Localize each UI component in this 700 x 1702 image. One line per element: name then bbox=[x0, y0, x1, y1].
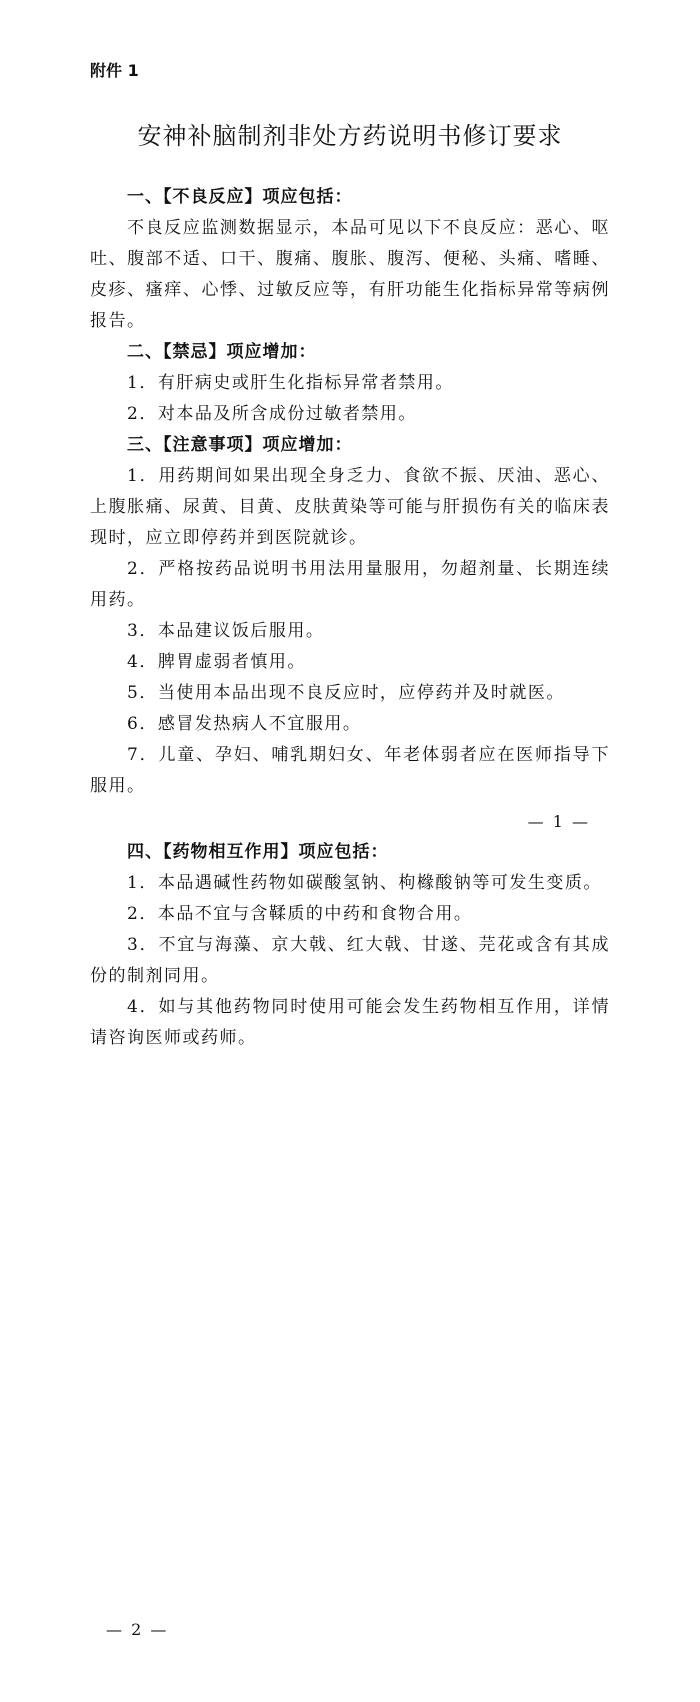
section-contraindications-heading: 二、【禁忌】项应增加： bbox=[127, 342, 317, 362]
precaution-item: 7．儿童、孕妇、哺乳期妇女、年老体弱者应在医师指导下服用。 bbox=[90, 745, 610, 796]
section-adverse-reactions-heading: 一、【不良反应】项应包括： bbox=[127, 187, 353, 207]
precaution-item: 1．用药期间如果出现全身乏力、食欲不振、厌油、恶心、上腹胀痛、尿黄、目黄、皮肤黄染等可能与肝损伤有关的临床表现时，应立即停药并到医院就诊。 bbox=[90, 466, 610, 548]
page-number-1: — 1 — bbox=[527, 812, 590, 831]
interaction-item: 4．如与其他药物同时使用可能会发生药物相互作用，详情请咨询医师或药师。 bbox=[90, 997, 610, 1048]
section-adverse-reactions-text: 不良反应监测数据显示，本品可见以下不良反应：恶心、呕吐、腹部不适、口干、腹痛、腹胀、腹泻、便秘、头痛、嗜睡、皮疹、瘙痒、心悸、过敏反应等，有肝功能生化指标异常等病例报告。 bbox=[90, 218, 610, 331]
precaution-item: 2．严格按药品说明书用法用量服用，勿超剂量、长期连续用药。 bbox=[90, 559, 610, 610]
section-interactions-heading: 四、【药物相互作用】项应包括： bbox=[127, 842, 389, 862]
page-number-2: — 2 — bbox=[106, 1620, 169, 1639]
interaction-item: 2．本品不宜与含鞣质的中药和食物合用。 bbox=[127, 904, 473, 924]
interaction-item: 1．本品遇碱性药物如碳酸氢钠、枸橼酸钠等可发生变质。 bbox=[127, 873, 602, 893]
contraindication-item: 2．对本品及所含成份过敏者禁用。 bbox=[127, 404, 417, 424]
contraindication-item: 1．有肝病史或肝生化指标异常者禁用。 bbox=[127, 373, 454, 393]
precaution-item: 6．感冒发热病人不宜服用。 bbox=[127, 714, 362, 734]
precaution-item: 3．本品建议饭后服用。 bbox=[127, 621, 325, 641]
precaution-item: 4．脾胃虚弱者慎用。 bbox=[127, 652, 306, 672]
section-precautions-heading: 三、【注意事项】项应增加： bbox=[127, 435, 353, 455]
document-body bbox=[90, 182, 610, 1054]
interaction-item: 3．不宜与海藻、京大戟、红大戟、甘遂、芫花或含有其成份的制剂同用。 bbox=[90, 935, 610, 986]
attachment-label: 附件 1 bbox=[90, 61, 139, 80]
precaution-item: 5．当使用本品出现不良反应时，应停药并及时就医。 bbox=[127, 683, 565, 703]
document-title: 安神补脑制剂非处方药说明书修订要求 bbox=[137, 122, 563, 150]
